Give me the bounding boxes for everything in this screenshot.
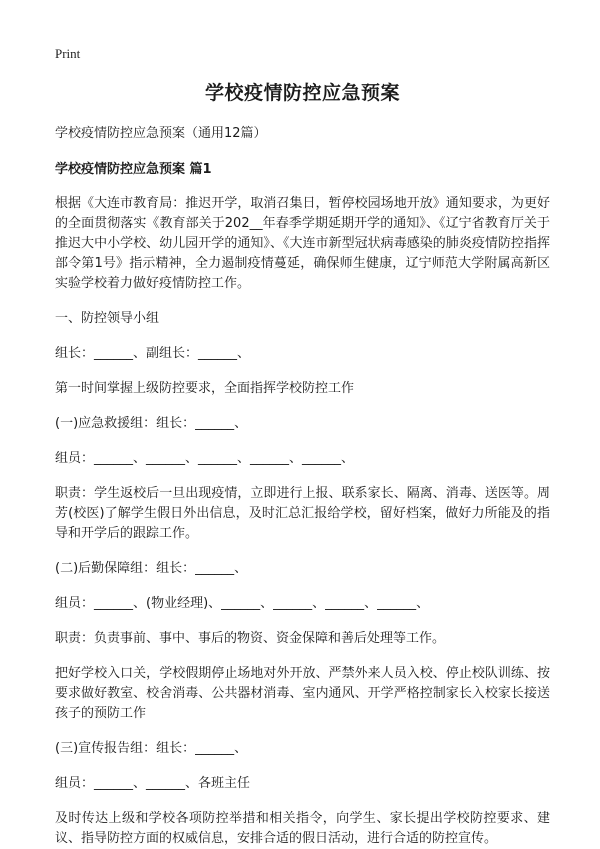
document-title: 学校疫情防控应急预案	[204, 82, 400, 104]
publicity-group-leader: (三)宣传报告组：组长：______、	[55, 741, 248, 756]
logistics-group-duty: 职责：负责事前、事中、事后的物资、资金保障和善后处理等工作。	[55, 631, 446, 646]
intro-paragraph: 根据《大连市教育局：推迟开学，取消召集日，暂停校园场地开放》通知要求，为更好的全面贯彻落实《教育部关于202__年春季学期延期开学的通知》、《辽宁省教育厅关于推迟大中小学校、幼儿园开学的通知》、《大连市新型冠状病毒感染的肺炎疫情防控指挥部令第1号》指示精神，全力遏制疫情蔓延，确保师生健康，辽宁师范大学附属高新区实验学校着力做好疫情防控工作。	[55, 196, 550, 291]
document-subtitle: 学校疫情防控应急预案（通用12篇）	[55, 126, 267, 141]
publicity-group-duty: 及时传达上级和学校各项防控举措和相关指令，向学生、家长提出学校防控要求、建议、指导防控方面的权威信息，安排合适的假日活动，进行合适的防控宣传。	[55, 811, 550, 846]
publicity-group-members: 组员：______、______、各班主任	[55, 776, 251, 791]
entrance-control-paragraph: 把好学校入口关，学校假期停止场地对外开放、严禁外来人员入校、停止校队训练、按要求做好教室、校舍消毒、公共器材消毒、室内通风、开学严格控制家长入校家长接送孩子的预防工作	[55, 666, 550, 721]
document	[55, 78, 550, 849]
leader-duty: 第一时间掌握上级防控要求，全面指挥学校防控工作	[55, 381, 355, 396]
heading-leadership-group: 一、防控领导小组	[55, 311, 160, 326]
print-link[interactable]: Print	[55, 46, 81, 61]
leader-line: 组长：______、副组长：______、	[55, 346, 251, 361]
rescue-group-leader: (一)应急救援组：组长：______、	[55, 416, 248, 431]
section-title: 学校疫情防控应急预案 篇1	[55, 162, 212, 177]
logistics-group-leader: (二)后勤保障组：组长：______、	[55, 561, 248, 576]
rescue-group-duty: 职责：学生返校后一旦出现疫情，立即进行上报、联系家长、隔离、消毒、送医等。周芳(校医)了解学生假日外出信息，及时汇总汇报给学校，留好档案，做好力所能及的指导和开学后的跟踪工作。	[55, 486, 550, 541]
rescue-group-members: 组员：______、______、______、______、______、	[55, 451, 355, 466]
logistics-group-members: 组员：______、(物业经理)、______、______、______、______、	[55, 596, 430, 611]
